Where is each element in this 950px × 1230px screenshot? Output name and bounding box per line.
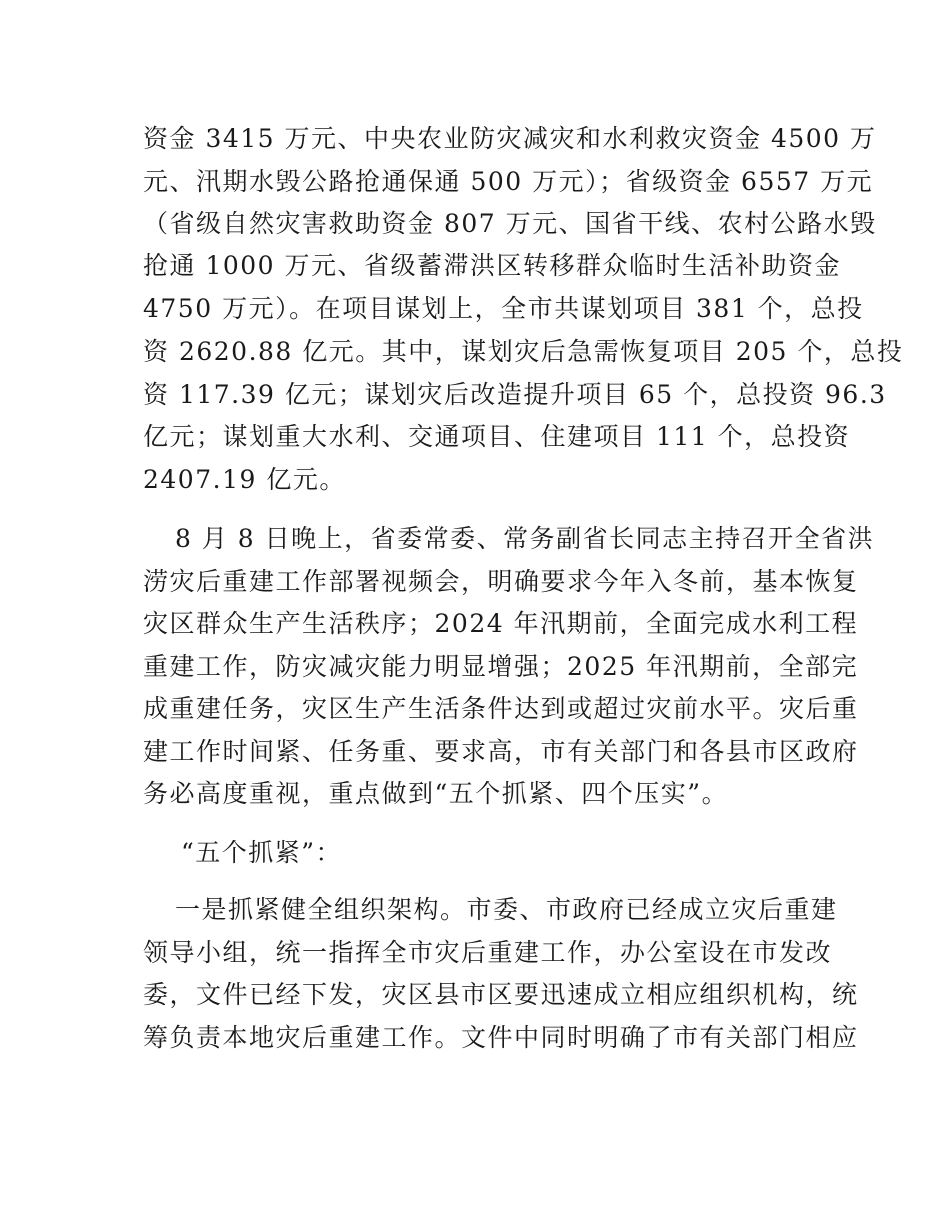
text-line: 抢通 1000 万元、省级蓄滞洪区转移群众临时生活补助资金: [143, 251, 842, 280]
text-line: 亿元；谋划重大水利、交通项目、住建项目 111 个，总投资: [143, 422, 851, 451]
text-line: 资 117.39 亿元；谋划灾后改造提升项目 65 个，总投资 96.3: [143, 380, 887, 409]
text-line: 重建工作，防灾减灾能力明显增强；2025 年汛期前，全部完: [143, 652, 859, 681]
text-line: 务必高度重视，重点做到“五个抓紧、四个压实”。: [143, 779, 729, 808]
text-line: 筹负责本地灾后重建工作。文件中同时明确了市有关部门相应: [143, 1023, 859, 1052]
text-line: 元、汛期水毁公路抢通保通 500 万元）；省级资金 6557 万元: [143, 167, 874, 196]
text-line: 成重建任务，灾区生产生活条件达到或超过灾前水平。灾后重: [143, 694, 859, 723]
text-line: 一是抓紧健全组织架构。市委、市政府已经成立灾后重建: [175, 895, 838, 924]
text-line: 资金 3415 万元、中央农业防灾减灾和水利救灾资金 4500 万: [143, 124, 877, 153]
section-heading: “五个抓紧”：: [181, 838, 343, 867]
text-line: 涝灾后重建工作部署视频会，明确要求今年入冬前，基本恢复: [143, 567, 859, 596]
text-line: 灾区群众生产生活秩序；2024 年汛期前，全面完成水利工程: [143, 609, 859, 638]
text-line: 2407.19 亿元。: [143, 465, 346, 494]
text-line: 4750 万元）。在项目谋划上，全市共谋划项目 381 个，总投: [143, 294, 864, 323]
text-line: 建工作时间紧、任务重、要求高，市有关部门和各县市区政府: [143, 737, 859, 766]
text-line: 资 2620.88 亿元。其中，谋划灾后急需恢复项目 205 个，总投: [143, 337, 904, 366]
text-line: 领导小组，统一指挥全市灾后重建工作，办公室设在市发改: [143, 938, 833, 967]
text-line: （省级自然灾害救助资金 807 万元、国省干线、农村公路水毁: [143, 209, 877, 238]
text-line: 8 月 8 日晚上，省委常委、常务副省长同志主持召开全省洪: [175, 524, 875, 553]
text-line: 委，文件已经下发，灾区县市区要迅速成立相应组织机构，统: [143, 980, 859, 1009]
